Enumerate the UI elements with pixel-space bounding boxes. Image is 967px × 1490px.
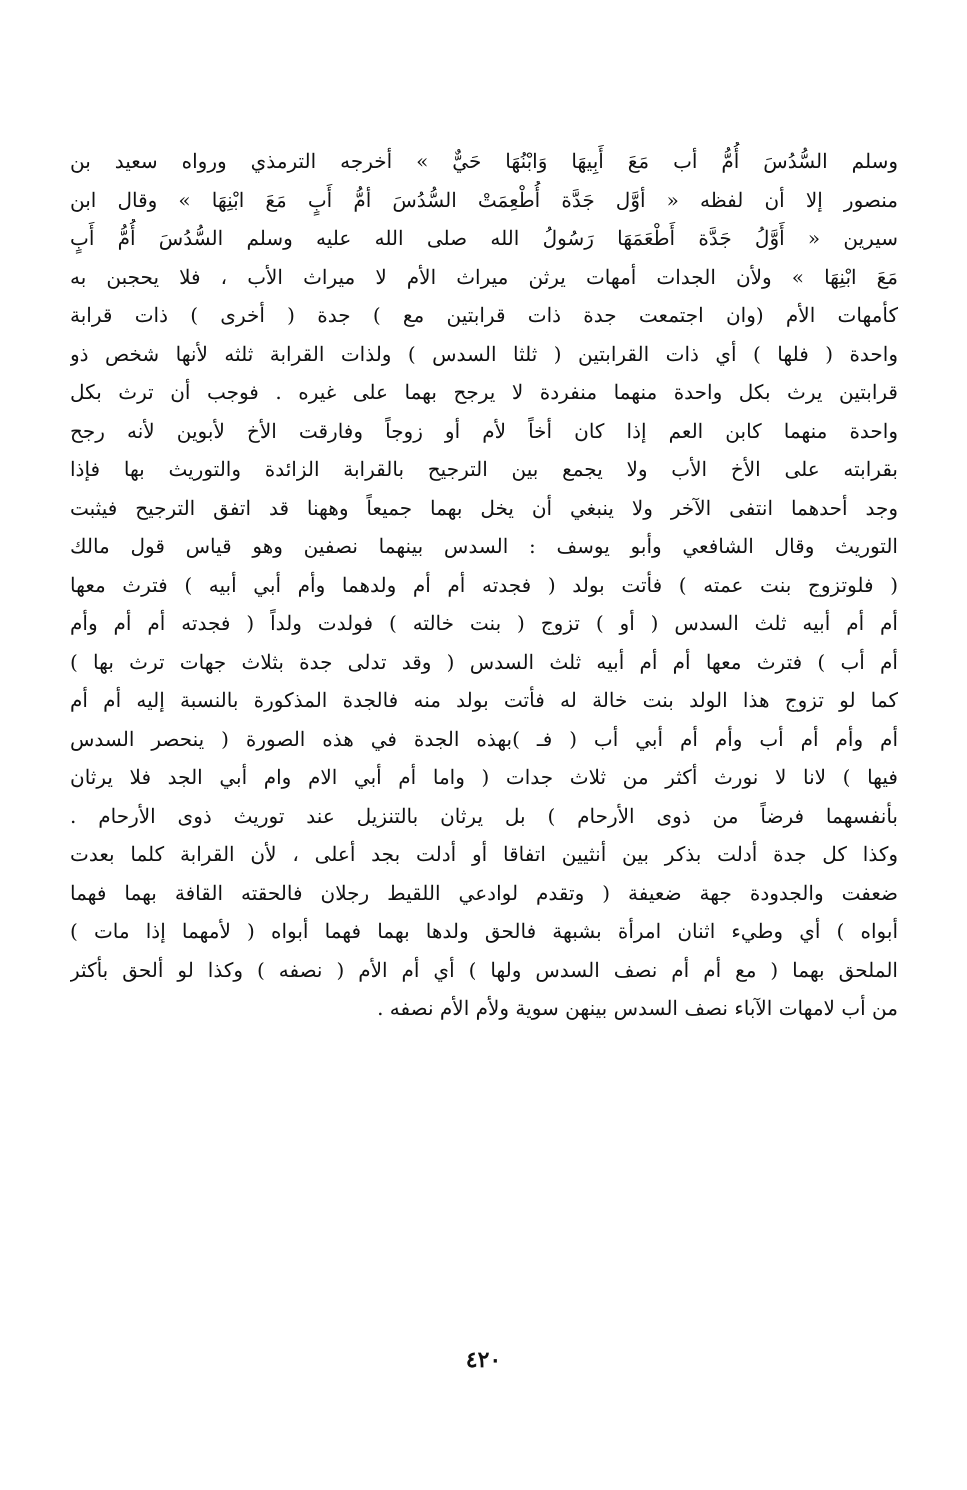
- text-line: من أب لامهات الآباء نصف السدس بينهن سوية ولأم الأم نصفه .: [377, 996, 898, 1020]
- text-line: مَعَ ابْنِهَا » ولأن الجدات أمهات يرثن ميراث الأم لا ميراث الأب ، فلا يحجبن به: [70, 264, 898, 289]
- text-line: فيها ) لانا لا نورث أكثر من ثلاث جدات ( واما أم أبي الام وام أبي الجد فلا يرثان: [70, 765, 898, 789]
- text-line: أم أم أبيه ثلث السدس ( أو ) تزوج ( بنت خالته ) فولدت ولداً ( فجدته أم أم وأم: [70, 611, 898, 635]
- text-line: سيرين « أَوَّلُ جَدَّة أَطْعَمَهَا رَسُولُ الله صلى الله عليه وسلم السُّدُسَ أُمُّ أَبٍ: [70, 226, 898, 250]
- text-line: واحدة منهما كابن العم إذا كان أخاً لأم أو زوجاً وفارقت الأخ لأبوين لأنه رجح: [70, 418, 898, 443]
- text-line: منصور إلا أن لفظه « أوَّل جَدَّة أُطْعِمَتْ السُّدُسَ أمُّ أَبٍ مَعَ ابْنِهَا » وقال ابن: [70, 187, 898, 212]
- text-line: وسلم السُّدُسَ أُمُّ أب مَعَ أَبِيهَا وَابْنُهَا حَيٌّ » أخرجه الترمذي ورواه سعيد بن: [70, 149, 898, 173]
- text-line: أم أب ) فترث معها أم أم أبيه ثلث السدس ( وقد تدلى جدة بثلاث جهات ترث بها ): [70, 649, 898, 674]
- text-line: واحدة ( فلها ) أي ذات القرابتين ( ثلثا السدس ) ولذات القرابة ثلثه لأنها شخص ذو: [70, 341, 898, 366]
- text-line: أبواه ) أي وطيء اثنان امرأة بشبهة فالحق ولدها بهما فهما أبواه ( لأمهما إذا مات ): [70, 919, 898, 943]
- text-line: كما لو تزوج هذا الولد بنت خالة له فأتت بولد منه فالجدة المذكورة بالنسبة إليه أم أم: [70, 688, 898, 712]
- page-number: ٤٢٠: [465, 1347, 502, 1373]
- text-line: ضعفت والجدودة جهة ضعيفة ( وتقدم لوادعي اللقيط رجلان فالحقته القافة بهما فهما: [70, 880, 898, 905]
- body-text: [70, 142, 898, 1028]
- text-line: وجد أحدهما انتفى الآخر ولا ينبغي أن يخل بهما جميعاً وههنا قد اتفق الترجيح فيثبت: [70, 495, 898, 520]
- text-line: قرابتين يرث بكل واحدة منهما منفردة لا يرجح بهما على غيره . فوجب أن ترث بكل: [70, 380, 898, 404]
- text-line: أم وأم أم أب وأم أم أبي أب ( فـ )بهذه الجدة في هذه الصورة ( ينحصر السدس: [70, 726, 898, 751]
- text-line: الملحق بهما ( مع أم أم نصف السدس ولها ) أي أم الأم ( نصفه ) وكذا لو ألحق بأكثر: [70, 957, 898, 982]
- text-line: وكذا كل جدة أدلت بذكر بين أنثيين اتفاقا أو أدلت بجد أعلى ، لأن القرابة كلما بعدت: [70, 842, 898, 866]
- text-line: بقرابته على الأخ الأب ولا يجمع بين الترجيح بالقرابة الزائدة والتوريث بها فإذا: [70, 457, 898, 481]
- text-line: التوريث وقال الشافعي وأبو يوسف : السدس بينهما نصفين وهو قياس قول مالك: [70, 534, 898, 558]
- text-line: ( فلوتزوج بنت عمته ) فأتت بولد ( فجدته أم أم ولدهما وأم أبي أبيه ) فترث معها: [70, 572, 898, 597]
- text-line: كأمهات الأم (وان اجتمعت جدة ذات قرابتين مع ) جدة ( أخرى ) ذات قرابة: [70, 303, 898, 327]
- text-line: بأنفسهما فرضاً من ذوى الأرحام ) بل يرثان بالتنزيل عند توريث ذوى الأرحام .: [70, 803, 898, 828]
